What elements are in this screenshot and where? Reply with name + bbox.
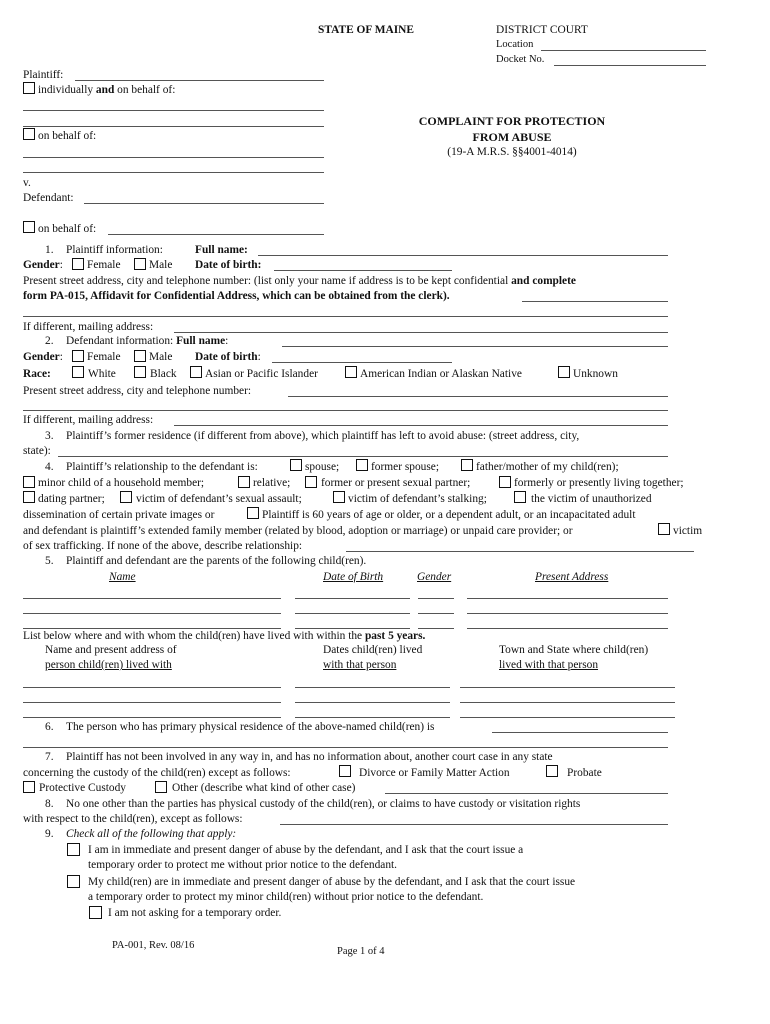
s8-number: 8. [45, 798, 54, 810]
living-together-label: formerly or presently living together; [514, 477, 684, 489]
individually-checkbox[interactable] [23, 82, 35, 94]
spouse-label: spouse; [305, 461, 340, 473]
def-on-behalf-of-field[interactable] [108, 234, 324, 235]
s4-intro: Plaintiff’s relationship to the defendant is: [66, 461, 258, 473]
lived-col3-header: Town and State where child(ren) [499, 644, 649, 656]
defendant-address-field[interactable] [288, 396, 668, 397]
s2-number: 2. [45, 335, 54, 347]
defendant-male-label: Male [149, 351, 173, 363]
state-heading: STATE OF MAINE [318, 24, 414, 36]
parent-checkbox[interactable] [461, 459, 473, 471]
other-case-checkbox[interactable] [155, 781, 167, 793]
child-address-1[interactable] [467, 598, 668, 599]
lived-person-1[interactable] [23, 687, 281, 688]
spouse-checkbox[interactable] [290, 459, 302, 471]
sexual-assault-label: victim of defendant’s sexual assault; [136, 493, 302, 505]
s2-gender-label: Gender: [23, 351, 63, 363]
court-heading: DISTRICT COURT [496, 24, 588, 36]
def-on-behalf-of-checkbox[interactable] [23, 221, 35, 233]
col-gender-header: Gender [417, 571, 452, 583]
other-case-field[interactable] [385, 793, 668, 794]
former-partner-label: former or present sexual partner; [321, 477, 471, 489]
primary-residence-line-2[interactable] [23, 747, 668, 748]
defendant-name-field[interactable] [282, 346, 668, 347]
trafficking-victim-label: victim [673, 525, 703, 537]
s8-text: No one other than the parties has physical custody of the child(ren), or claims to have custody or visitation rights [66, 798, 581, 810]
child-name-1[interactable] [23, 598, 281, 599]
on-behalf-of-label: on behalf of: [38, 130, 97, 142]
trafficking-label: of sex trafficking. If none of the above, describe relationship: [23, 540, 303, 552]
plaintiff-address-field[interactable] [522, 301, 668, 302]
s1-gender-label: Gender: [23, 259, 63, 271]
stalking-checkbox[interactable] [333, 491, 345, 503]
sixty-plus-checkbox[interactable] [247, 507, 259, 519]
lived-dates-2[interactable] [295, 702, 450, 703]
lived-person-3[interactable] [23, 717, 281, 718]
child-name-2[interactable] [23, 613, 281, 614]
race-label: Race: [23, 368, 51, 380]
child-gender-3[interactable] [418, 628, 454, 629]
parent-label: father/mother of my child(ren); [476, 461, 619, 473]
race-black-checkbox[interactable] [134, 366, 146, 378]
plaintiff-male-checkbox[interactable] [134, 258, 146, 270]
s3-text: Plaintiff’s former residence (if different from above), which plaintiff has left to avoid abuse: (street address, city, [66, 430, 580, 442]
child-dob-2[interactable] [295, 613, 410, 614]
probate-checkbox[interactable] [546, 765, 558, 777]
plaintiff-name-field[interactable] [258, 255, 668, 256]
s7-text-2: concerning the custody of the child(ren) except as follows: [23, 767, 291, 779]
col-name-header: Name [109, 571, 136, 583]
dissemination-label: dissemination of certain private images or [23, 509, 215, 521]
s1-number: 1. [45, 244, 54, 256]
s7-text: Plaintiff has not been involved in any way in, and has no information about, another court case in any state [66, 751, 553, 763]
s1-address-text-2: form PA-015, Affidavit for Confidential Address, which can be obtained from the clerk). [23, 290, 450, 302]
temp-order-self-label: I am in immediate and present danger of abuse by the defendant, and I ask that the court issue a [88, 844, 524, 856]
stalking-label: victim of defendant’s stalking; [348, 493, 487, 505]
temp-order-children-checkbox[interactable] [67, 875, 80, 888]
temp-order-children-label-2: a temporary order to protect my minor child(ren) without prior notice to the defendant. [88, 891, 484, 903]
race-asian-label: Asian or Pacific Islander [205, 368, 318, 380]
sexual-assault-checkbox[interactable] [120, 491, 132, 503]
s1-fullname-label: Full name: [195, 244, 248, 256]
individually-label: individually and on behalf of: [38, 84, 176, 96]
complaint-title: COMPLAINT FOR PROTECTION [418, 114, 606, 128]
s5-number: 5. [45, 555, 54, 567]
race-white-checkbox[interactable] [72, 366, 84, 378]
race-white-label: White [88, 368, 116, 380]
child-gender-2[interactable] [418, 613, 454, 614]
s3-number: 3. [45, 430, 54, 442]
lived-col1-header-2: person child(ren) lived with [45, 659, 172, 671]
plaintiff-dob-field[interactable] [274, 270, 452, 271]
sixty-plus-label: Plaintiff is 60 years of age or older, or a dependent adult, or an incapacitated adult [262, 509, 636, 521]
col-dob-header: Date of Birth [323, 571, 384, 583]
child-dob-1[interactable] [295, 598, 410, 599]
minor-child-checkbox[interactable] [23, 476, 35, 488]
other-custody-field[interactable] [280, 824, 668, 825]
plaintiff-female-checkbox[interactable] [72, 258, 84, 270]
child-address-2[interactable] [467, 613, 668, 614]
divorce-label: Divorce or Family Matter Action [359, 767, 510, 779]
race-asian-checkbox[interactable] [190, 366, 202, 378]
lived-col1-header: Name and present address of [45, 644, 177, 656]
versus-label: v. [23, 177, 31, 189]
lived-person-2[interactable] [23, 702, 281, 703]
lived-col2-header: Dates child(ren) lived [323, 644, 423, 656]
complaint-title-2: FROM ABUSE [472, 130, 552, 144]
protective-custody-label: Protective Custody [39, 782, 127, 794]
page-number: Page 1 of 4 [337, 946, 385, 957]
divorce-checkbox[interactable] [339, 765, 351, 777]
s3-state-label: state): [23, 445, 51, 457]
defendant-dob-field[interactable] [272, 362, 452, 363]
former-partner-checkbox[interactable] [305, 476, 317, 488]
s2-mailing-label: If different, mailing address: [23, 414, 154, 426]
s2-label: Defendant information: Full name: [66, 335, 229, 347]
defendant-female-checkbox[interactable] [72, 350, 84, 362]
extended-family-label: and defendant is plaintiff’s extended family member (related by blood, adoption or marriage) or unpaid care provider; or [23, 525, 573, 537]
s2-dob-label: Date of birth: [195, 351, 261, 363]
other-case-label: Other (describe what kind of other case) [172, 782, 356, 794]
s1-dob-label: Date of birth: [195, 259, 262, 271]
col-address-header: Present Address [535, 571, 609, 583]
s6-number: 6. [45, 721, 54, 733]
lived-col3-header-2: lived with that person [499, 659, 599, 671]
temp-order-self-checkbox[interactable] [67, 843, 80, 856]
lived-town-1[interactable] [460, 687, 675, 688]
s8-text-2: with respect to the child(ren), except as follows: [23, 813, 243, 825]
child-address-3[interactable] [467, 628, 668, 629]
plaintiff-label: Plaintiff: [23, 69, 64, 81]
temp-order-self-label-2: temporary order to protect me without prior notice to the defendant. [88, 859, 398, 871]
child-gender-1[interactable] [418, 598, 454, 599]
defendant-field[interactable] [84, 203, 324, 204]
on-behalf-of-checkbox[interactable] [23, 128, 35, 140]
trafficking-checkbox[interactable] [658, 523, 670, 535]
lived-col2-header-2: with that person [323, 659, 397, 671]
s9-number: 9. [45, 828, 54, 840]
race-unknown-checkbox[interactable] [558, 366, 570, 378]
minor-child-label: minor child of a household member; [38, 477, 205, 489]
primary-residence-field[interactable] [492, 732, 668, 733]
unauthorized-images-checkbox[interactable] [514, 491, 526, 503]
defendant-address-line-2[interactable] [23, 410, 668, 411]
lived-town-2[interactable] [460, 702, 675, 703]
s4-number: 4. [45, 461, 54, 473]
lived-with-intro: List below where and with whom the child(ren) have lived with within the past 5 years. [23, 630, 426, 642]
relationship-description-field[interactable] [346, 551, 694, 552]
behalf-line-2[interactable] [23, 126, 324, 127]
plaintiff-mailing-field[interactable] [174, 332, 668, 333]
s6-text: The person who has primary physical residence of the above-named child(ren) is [66, 721, 435, 733]
race-black-label: Black [150, 368, 177, 380]
s1-address-text: Present street address, city and telephone number: (list only your name if address is to be kept confidential and complete [23, 275, 576, 287]
s1-mailing-label: If different, mailing address: [23, 321, 154, 333]
form-number: PA-001, Rev. 08/16 [112, 940, 195, 951]
temp-order-children-label: My child(ren) are in immediate and present danger of abuse by the defendant, and I ask that the court issue [88, 876, 576, 888]
behalf-line-3[interactable] [23, 157, 324, 158]
lived-town-3[interactable] [460, 717, 675, 718]
former-residence-field[interactable] [58, 456, 668, 457]
behalf-line-1[interactable] [23, 110, 324, 111]
plaintiff-male-label: Male [149, 259, 173, 271]
living-together-checkbox[interactable] [499, 476, 511, 488]
defendant-male-checkbox[interactable] [134, 350, 146, 362]
child-dob-3[interactable] [295, 628, 410, 629]
s7-number: 7. [45, 751, 54, 763]
s2-address-label: Present street address, city and telephone number: [23, 385, 252, 397]
defendant-mailing-field[interactable] [174, 425, 668, 426]
docket-field[interactable] [554, 65, 706, 66]
relative-checkbox[interactable] [238, 476, 250, 488]
former-spouse-label: former spouse; [371, 461, 440, 473]
no-temp-order-label: I am not asking for a temporary order. [108, 907, 282, 919]
defendant-female-label: Female [87, 351, 121, 363]
probate-label: Probate [567, 767, 602, 779]
dating-partner-label: dating partner; [38, 493, 105, 505]
dating-partner-checkbox[interactable] [23, 491, 35, 503]
plaintiff-female-label: Female [87, 259, 121, 271]
s5-text: Plaintiff and defendant are the parents of the following child(ren). [66, 555, 367, 567]
race-native-checkbox[interactable] [345, 366, 357, 378]
no-temp-order-checkbox[interactable] [89, 906, 102, 919]
protective-custody-checkbox[interactable] [23, 781, 35, 793]
location-field[interactable] [541, 50, 706, 51]
lived-dates-3[interactable] [295, 717, 450, 718]
behalf-line-4[interactable] [23, 172, 324, 173]
former-spouse-checkbox[interactable] [356, 459, 368, 471]
s9-heading: Check all of the following that apply: [66, 828, 237, 840]
plaintiff-address-line-2[interactable] [23, 316, 668, 317]
race-unknown-label: Unknown [573, 368, 618, 380]
defendant-label: Defendant: [23, 192, 74, 204]
child-name-3[interactable] [23, 628, 281, 629]
lived-dates-1[interactable] [295, 687, 450, 688]
plaintiff-field[interactable] [75, 80, 324, 81]
def-on-behalf-of-label: on behalf of: [38, 223, 97, 235]
race-native-label: American Indian or Alaskan Native [360, 368, 522, 380]
statute-citation: (19-A M.R.S. §§4001-4014) [447, 146, 577, 158]
location-label: Location [496, 39, 534, 50]
s1-label: Plaintiff information: [66, 244, 163, 256]
unauthorized-images-label: the victim of unauthorized [531, 493, 652, 505]
relative-label: relative; [253, 477, 291, 489]
docket-label: Docket No. [496, 54, 545, 65]
